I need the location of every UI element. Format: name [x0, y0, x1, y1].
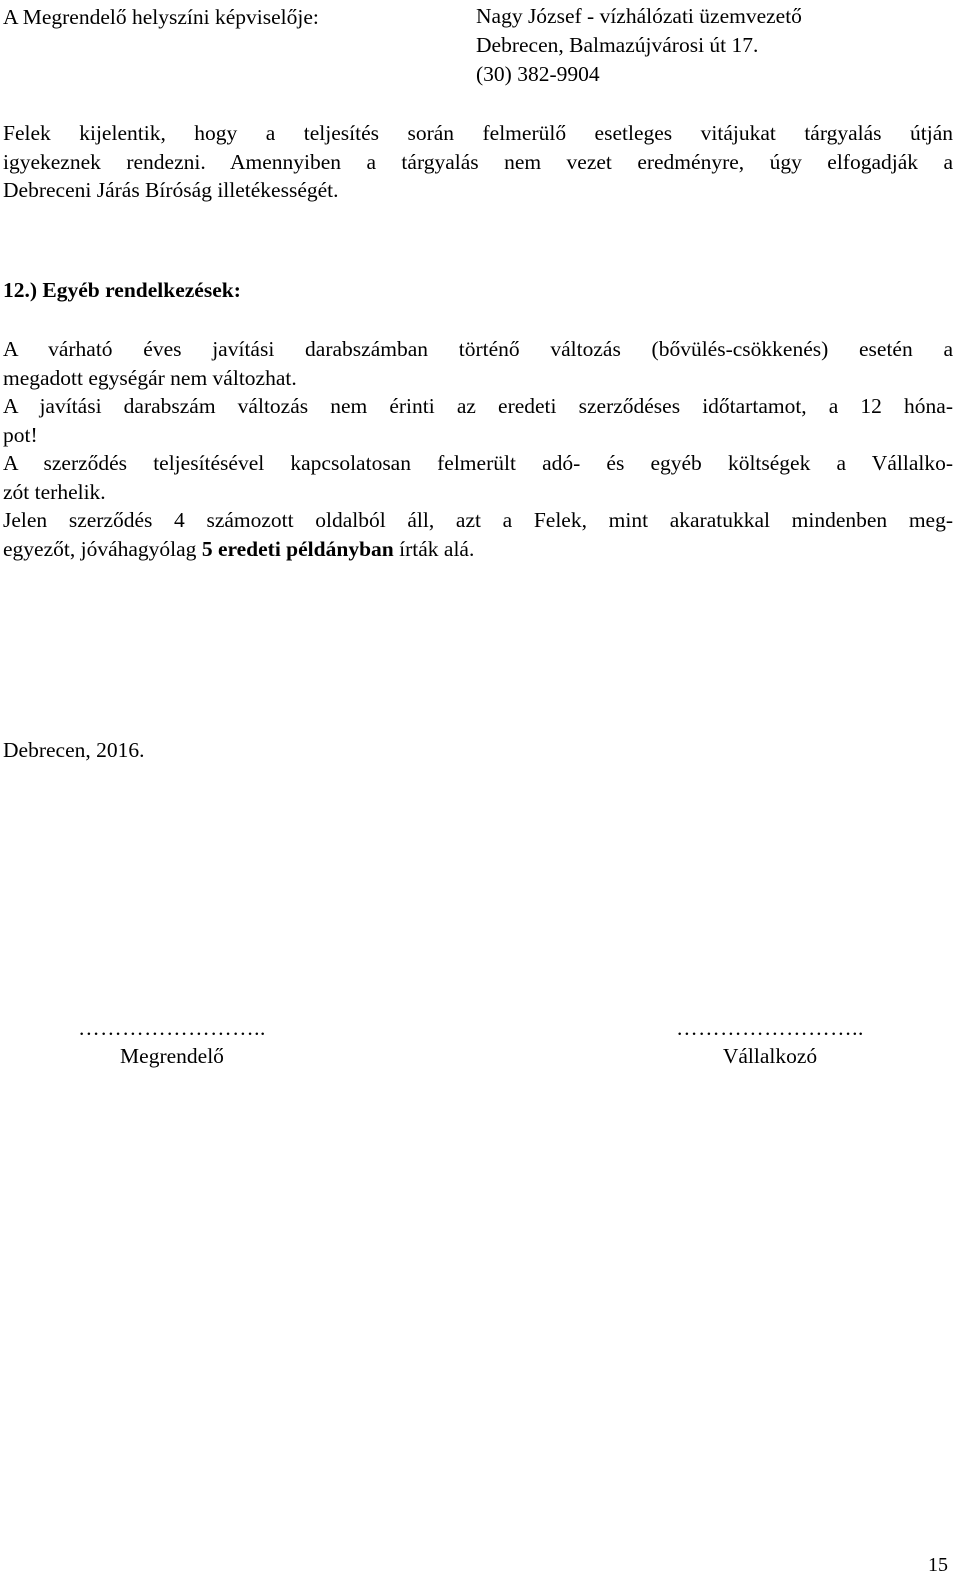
representative-details	[476, 2, 802, 89]
provisions-block	[3, 335, 953, 563]
signature-line: ……………………..	[676, 1016, 864, 1040]
signature-role: Megrendelő	[120, 1044, 224, 1068]
signature-block-contractor	[650, 1014, 890, 1070]
place-date: Debrecen, 2016.	[3, 738, 145, 762]
paragraph-line: Felek kijelentik, hogy a teljesítés során felmerülő esetleges vitájukat tárgyalás útján	[3, 121, 953, 145]
dispute-paragraph	[3, 119, 953, 205]
provision-line	[3, 535, 953, 564]
representative-address: Debrecen, Balmazújvárosi út 17.	[476, 33, 759, 57]
signature-line: ……………………..	[78, 1016, 266, 1040]
provision-line: A várható éves javítási darabszámban történő változás (bővülés-csökkenés) esetén a	[3, 337, 953, 361]
page-number: 15	[928, 1554, 948, 1576]
copies-emphasis: 5 eredeti példányban	[201, 536, 394, 561]
provision-line: zót terhelik.	[3, 479, 106, 504]
provision-line: Jelen szerződés 4 számozott oldalból áll, azt a Felek, mint akaratukkal mindenben meg-	[3, 508, 953, 532]
representative-phone: (30) 382-9904	[476, 62, 600, 86]
provision-line: A javítási darabszám változás nem érinti az eredeti szerződéses időtartamot, a 12 hóna-	[3, 394, 953, 418]
signature-block-client	[56, 1014, 288, 1070]
paragraph-line: igyekeznek rendezni. Amennyiben a tárgyalás nem vezet eredményre, úgy elfogadják a	[3, 149, 953, 174]
signature-role: Vállalkozó	[722, 1044, 818, 1068]
provision-line: megadott egységár nem változhat.	[3, 365, 297, 390]
provision-line: pot!	[3, 422, 38, 447]
provision-text: írták alá.	[393, 536, 475, 561]
section-heading: 12.) Egyéb rendelkezések:	[3, 278, 241, 302]
paragraph-line: Debreceni Járás Bíróság illetékességét.	[3, 178, 339, 202]
representative-label: A Megrendelő helyszíni képviselője:	[3, 5, 319, 29]
provision-text: egyezőt, jóváhagyólag	[3, 536, 202, 561]
representative-name: Nagy József - vízhálózati üzemvezető	[476, 4, 802, 28]
provision-line: A szerződés teljesítésével kapcsolatosan felmerült adó- és egyéb költségek a Vállalko-	[3, 451, 953, 475]
